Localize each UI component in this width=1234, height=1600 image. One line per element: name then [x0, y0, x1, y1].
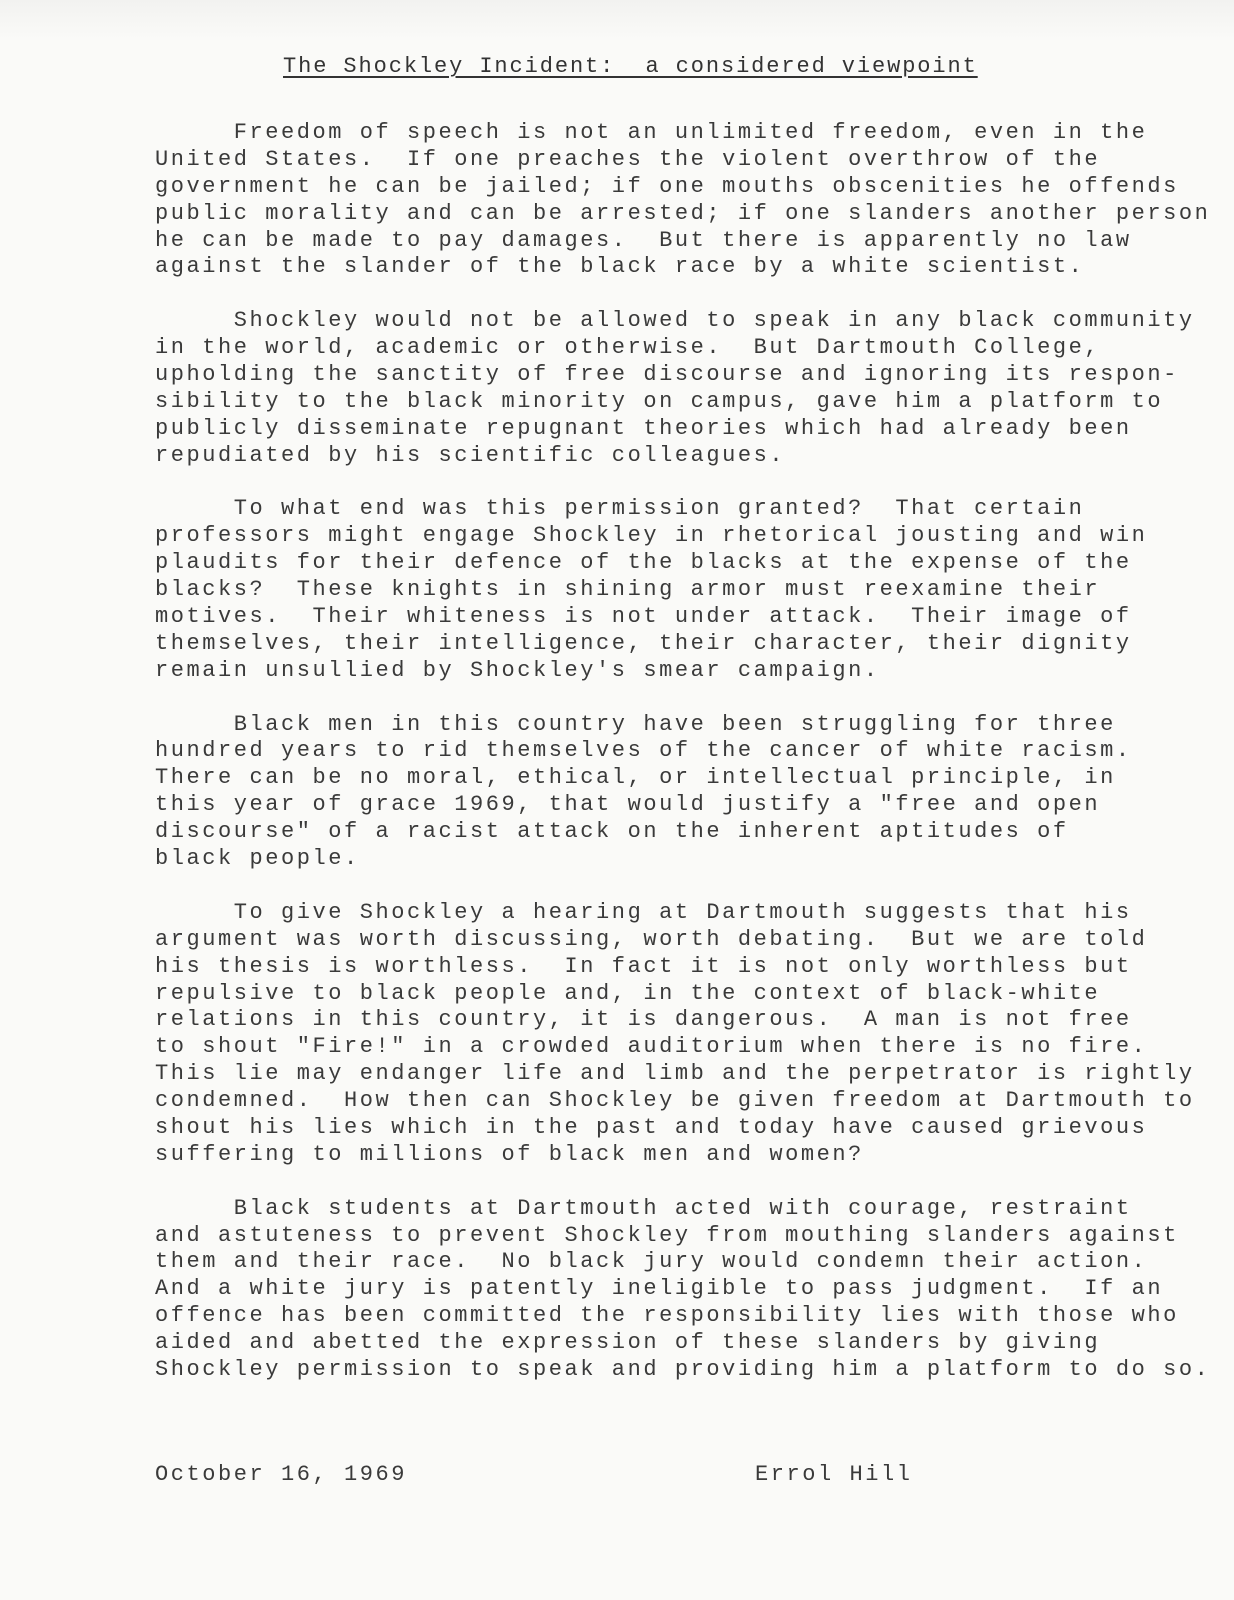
text-line: Shockley would not be allowed to speak in any black community [155, 308, 1195, 334]
text-line: plaudits for their defence of the blacks at the expense of the [155, 550, 1132, 576]
text-line: There can be no moral, ethical, or intellectual principle, in [155, 765, 1116, 791]
text-line: he can be made to pay damages. But there is apparently no law [155, 227, 1132, 253]
document-title: The Shockley Incident: a considered viewpoint [283, 54, 978, 79]
text-line: United States. If one preaches the violent overthrow of the [155, 146, 1101, 172]
text-line: against the slander of the black race by a white scientist. [155, 254, 1085, 280]
text-line: Shockley permission to speak and providing him a platform to do so. [155, 1356, 1211, 1382]
text-line: relations in this country, it is dangerous. A man is not free [155, 1007, 1132, 1033]
text-line: Black men in this country have been struggling for three [155, 711, 1116, 737]
paragraph [155, 120, 1210, 281]
text-line: publicly disseminate repugnant theories which had already been [155, 415, 1132, 441]
author-signature: Errol Hill [755, 1462, 913, 1487]
text-line: sibility to the black minority on campus, gave him a platform to [155, 388, 1164, 414]
text-line: aided and abetted the expression of these slanders by giving [155, 1330, 1101, 1356]
paragraph [155, 900, 1210, 1169]
text-line: themselves, their intelligence, their character, their dignity [155, 630, 1132, 656]
text-line: to shout "Fire!" in a crowded auditorium when there is no fire. [155, 1034, 1148, 1060]
text-line: public morality and can be arrested; if one slanders another person [155, 200, 1211, 226]
text-line: suffering to millions of black men and women? [155, 1141, 864, 1167]
text-line: and astuteness to prevent Shockley from mouthing slanders against [155, 1222, 1179, 1248]
text-line: in the world, academic or otherwise. But Dartmouth College, [155, 335, 1101, 361]
text-line: blacks? These knights in shining armor must reexamine their [155, 577, 1101, 603]
text-line: this year of grace 1969, that would justify a "free and open [155, 792, 1101, 818]
text-line: This lie may endanger life and limb and the perpetrator is rightly [155, 1061, 1195, 1087]
paragraph [155, 1196, 1210, 1384]
text-line: argument was worth discussing, worth debating. But we are told [155, 926, 1148, 952]
text-line: black people. [155, 846, 360, 872]
text-line: Freedom of speech is not an unlimited freedom, even in the [155, 120, 1148, 145]
text-line: shout his lies which in the past and today have caused grievous [155, 1114, 1148, 1140]
text-line: repulsive to black people and, in the context of black-white [155, 980, 1101, 1006]
paragraph [155, 712, 1210, 873]
text-line: condemned. How then can Shockley be given freedom at Dartmouth to [155, 1088, 1195, 1114]
text-line: offence has been committed the responsibility lies with those who [155, 1303, 1179, 1329]
text-line: repudiated by his scientific colleagues. [155, 442, 786, 468]
text-line: remain unsullied by Shockley's smear campaign. [155, 657, 880, 683]
document-body [155, 120, 1210, 1411]
text-line: government he can be jailed; if one mouths obscenities he offends [155, 173, 1179, 199]
paragraph [155, 308, 1210, 469]
text-line: hundred years to rid themselves of the cancer of white racism. [155, 738, 1132, 764]
date: October 16, 1969 [155, 1462, 408, 1487]
document-footer [155, 1462, 1234, 1487]
text-line: To give Shockley a hearing at Dartmouth suggests that his [155, 899, 1132, 925]
text-line: And a white jury is patently ineligible to pass judgment. If an [155, 1276, 1164, 1302]
text-line: his thesis is worthless. In fact it is not only worthless but [155, 953, 1132, 979]
text-line: Black students at Dartmouth acted with courage, restraint [155, 1195, 1132, 1221]
text-line: upholding the sanctity of free discourse and ignoring its respon- [155, 362, 1179, 388]
text-line: To what end was this permission granted? That certain [155, 496, 1085, 522]
paragraph [155, 496, 1210, 684]
text-line: professors might engage Shockley in rhetorical jousting and win [155, 523, 1148, 549]
text-line: discourse" of a racist attack on the inherent aptitudes of [155, 819, 1069, 845]
text-line: motives. Their whiteness is not under attack. Their image of [155, 604, 1132, 630]
text-line: them and their race. No black jury would condemn their action. [155, 1249, 1148, 1275]
